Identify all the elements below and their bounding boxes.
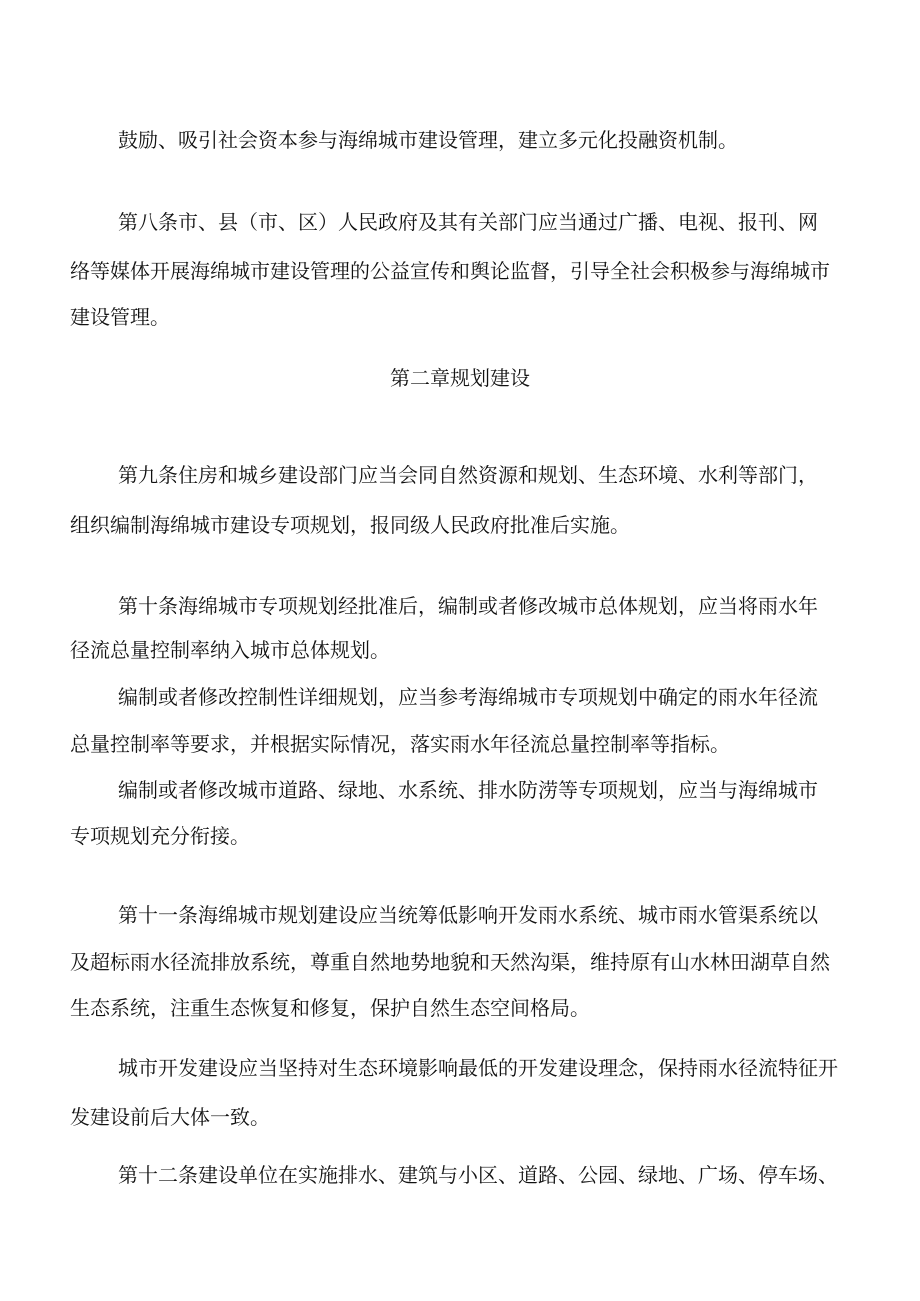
article-11-paragraph-2-line-2: 发建设前后大体一致。 bbox=[70, 1105, 270, 1129]
article-11-paragraph-2-line-1: 城市开发建设应当坚持对生态环境影响最低的开发建设理念，保持雨水径流特征开 bbox=[118, 1056, 838, 1080]
article-12-line-1: 第十二条建设单位在实施排水、建筑与小区、道路、公园、绿地、广场、停车场、 bbox=[118, 1163, 838, 1187]
article-10-paragraph-2-line-1: 编制或者修改控制性详细规划，应当参考海绵城市专项规划中确定的雨水年径流 bbox=[118, 685, 818, 709]
article-11-line-3: 生态系统，注重生态恢复和修复，保护自然生态空间格局。 bbox=[70, 996, 590, 1020]
article-11-line-1: 第十一条海绵城市规划建设应当统筹低影响开发雨水系统、城市雨水管渠系统以 bbox=[118, 903, 818, 927]
article-8-line-1: 第八条市、县（市、区）人民政府及其有关部门应当通过广播、电视、报刊、网 bbox=[118, 210, 818, 234]
paragraph-investment-line-1: 鼓励、吸引社会资本参与海绵城市建设管理，建立多元化投融资机制。 bbox=[118, 128, 738, 152]
article-10-paragraph-2-line-2: 总量控制率等要求，并根据实际情况，落实雨水年径流总量控制率等指标。 bbox=[70, 732, 730, 756]
article-10-paragraph-3-line-2: 专项规划充分衔接。 bbox=[70, 824, 250, 848]
chapter-heading: 第二章规划建设 bbox=[390, 366, 530, 390]
article-9-line-1: 第九条住房和城乡建设部门应当会同自然资源和规划、生态环境、水利等部门， bbox=[118, 463, 818, 487]
article-9-line-2: 组织编制海绵城市建设专项规划，报同级人民政府批准后实施。 bbox=[70, 513, 630, 537]
article-10-line-2: 径流总量控制率纳入城市总体规划。 bbox=[70, 638, 390, 662]
article-11-line-2: 及超标雨水径流排放系统，尊重自然地势地貌和天然沟渠，维持原有山水林田湖草自然 bbox=[70, 950, 830, 974]
article-10-line-1: 第十条海绵城市专项规划经批准后，编制或者修改城市总体规划，应当将雨水年 bbox=[118, 594, 818, 618]
article-8-line-2: 络等媒体开展海绵城市建设管理的公益宣传和舆论监督，引导全社会积极参与海绵城市 bbox=[70, 259, 830, 283]
article-8-line-3: 建设管理。 bbox=[70, 305, 170, 329]
article-10-paragraph-3-line-1: 编制或者修改城市道路、绿地、水系统、排水防涝等专项规划，应当与海绵城市 bbox=[118, 778, 818, 802]
